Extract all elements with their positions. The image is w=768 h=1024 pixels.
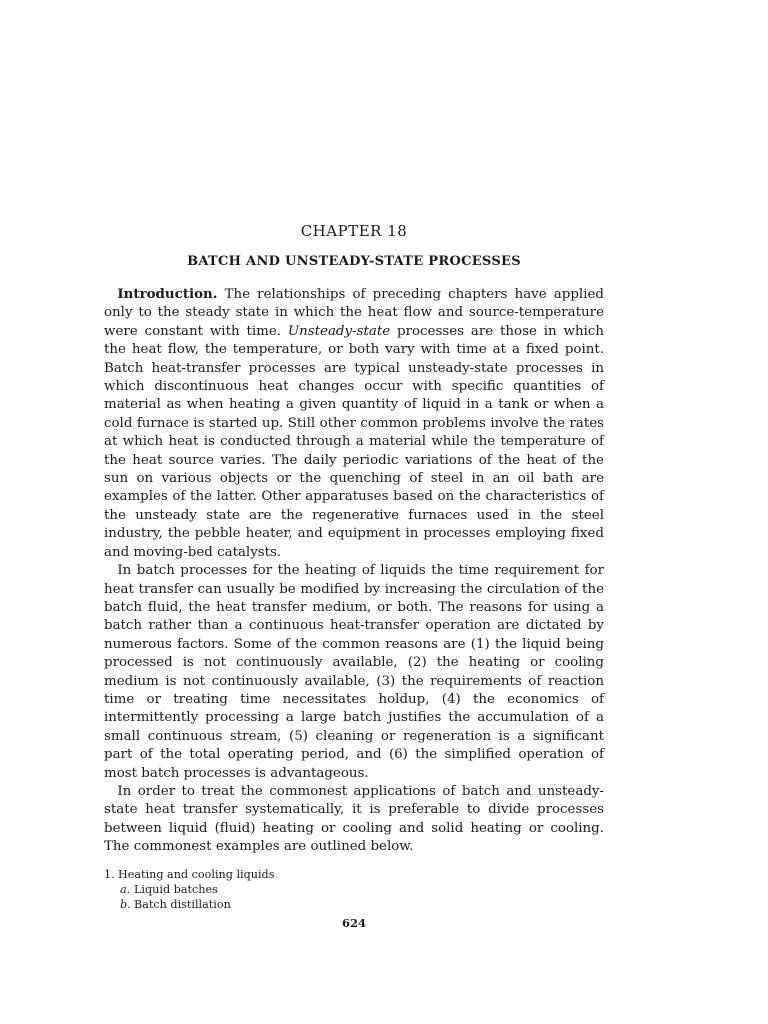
outline-item [104, 867, 604, 882]
outline-subitem [104, 882, 604, 897]
paragraph-batch-processes [104, 562, 604, 783]
chapter-title: BATCH AND UNSTEADY-STATE PROCESSES [187, 254, 521, 269]
intro-text-a: The relationships of preceding chapters have applied only to the steady state in which the heat flow and source-temperature were constant with time. [104, 287, 604, 339]
page-number: 624 [341, 915, 366, 930]
outline-subitem-label: Liquid batches [134, 882, 218, 896]
process-outline [104, 867, 604, 912]
intro-text-b: processes are those in which the heat flow, the temperature, or both vary with time at a fixed point. Batch heat-transfer processes are typical unsteady-state processes in which discontinuous heat changes occur with specific quantities of material as when heating a given quantity of liquid in a tank or when a cold furnace is started up. Still other common problems involve the rates at which heat is conducted through a material while the temperature of the heat source varies. The daily periodic variations of the heat of the sun on various objects or the quenching of steel in an oil bath are examples of the latter. Other apparatuses based on the characteristics of the unsteady state are the regenerative furnaces used in the steel industry, the pebble heater, and equipment in processes employing fixed and moving-bed catalysts. [104, 323, 604, 560]
book-page [104, 222, 604, 930]
outline-subitem-letter: a. [120, 882, 131, 896]
paragraph-classification-text: In order to treat the commonest applications of batch and unsteady-state heat transfer systematically, it is preferable to divide processes between liquid (fluid) heating or cooling and solid heating or cooling. The commonest examples are outlined below. [104, 783, 604, 855]
paragraph-classification [104, 783, 604, 857]
outline-subitem-letter: b. [120, 897, 131, 911]
paragraph-introduction [104, 285, 604, 562]
outline-item-number: 1. [104, 867, 115, 881]
outline-subitem [104, 897, 604, 912]
outline-subitem-label: Batch distillation [134, 897, 231, 911]
paragraph-batch-processes-text: In batch processes for the heating of liquids the time requirement for heat transfer can usually be modified by increasing the circulation of the batch fluid, the heat transfer medium, or both. The reasons for using a batch rather than a continuous heat-transfer operation are dictated by numerous factors. Some of the common reasons are (1) the liquid being processed is not continuously available, (2) the heating or cooling medium is not continuously available, (3) the requirements of reaction time or treating time necessitates holdup, (4) the economics of intermittently processing a large batch justifies the accumulation of a small continuous stream, (5) cleaning or regeneration is a significant part of the total operating period, and (6) the simplified operation of most batch processes is advantageous. [104, 563, 604, 781]
intro-emphasis: Unsteady-state [287, 323, 391, 339]
intro-lead: Introduction. [117, 286, 218, 302]
chapter-number: CHAPTER 18 [300, 222, 408, 240]
outline-item-label: Heating and cooling liquids [118, 867, 275, 881]
